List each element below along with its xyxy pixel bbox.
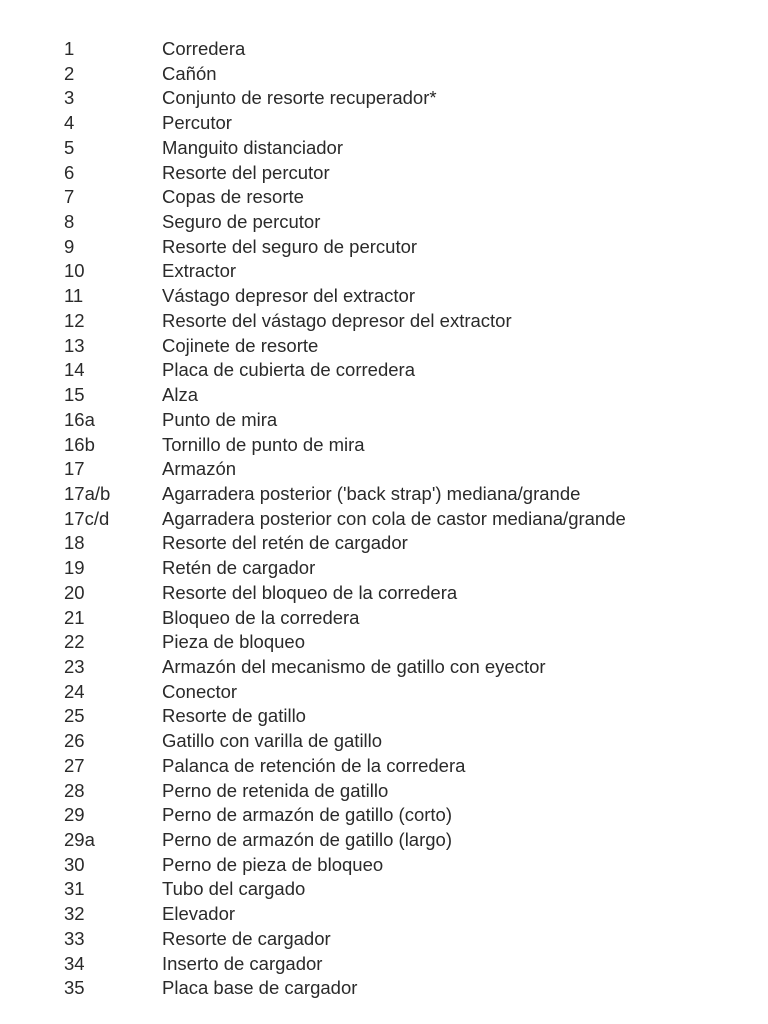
list-item bbox=[64, 408, 754, 433]
part-number: 32 bbox=[64, 903, 85, 925]
part-name: Resorte del retén de cargador bbox=[162, 532, 408, 554]
list-item bbox=[64, 309, 754, 334]
part-number: 23 bbox=[64, 655, 85, 677]
part-name: Gatillo con varilla de gatillo bbox=[162, 730, 383, 752]
list-item bbox=[64, 754, 754, 779]
part-number: 13 bbox=[64, 334, 85, 356]
list-item bbox=[64, 556, 754, 581]
part-number: 17 bbox=[64, 458, 85, 480]
part-number: 31 bbox=[64, 878, 85, 900]
list-item bbox=[64, 680, 754, 705]
part-number: 2 bbox=[64, 62, 75, 84]
part-name: Inserto de cargador bbox=[162, 952, 323, 974]
list-item bbox=[64, 111, 754, 136]
list-item bbox=[64, 62, 754, 87]
part-number: 18 bbox=[64, 532, 85, 554]
part-number: 17a/b bbox=[64, 482, 111, 504]
part-number: 25 bbox=[64, 705, 85, 727]
part-name: Extractor bbox=[162, 260, 237, 282]
list-item bbox=[64, 482, 754, 507]
part-number: 35 bbox=[64, 977, 85, 999]
part-number: 29 bbox=[64, 804, 85, 826]
list-item bbox=[64, 507, 754, 532]
part-number: 16a bbox=[64, 408, 95, 430]
part-name: Tornillo de punto de mira bbox=[162, 433, 365, 455]
part-name: Cañón bbox=[162, 62, 217, 84]
part-number: 29a bbox=[64, 829, 95, 850]
list-item bbox=[64, 210, 754, 235]
part-number: 26 bbox=[64, 730, 85, 752]
part-number: 15 bbox=[64, 384, 85, 406]
list-item bbox=[64, 655, 754, 680]
part-number: 33 bbox=[64, 927, 85, 949]
list-item bbox=[64, 606, 754, 631]
part-name: Perno de armazón de gatillo (largo) bbox=[162, 829, 452, 850]
part-name: Placa de cubierta de corredera bbox=[162, 359, 415, 381]
list-item bbox=[64, 136, 754, 161]
part-name: Percutor bbox=[162, 112, 232, 134]
part-name: Perno de retenida de gatillo bbox=[162, 779, 389, 801]
list-item bbox=[64, 259, 754, 284]
part-number: 21 bbox=[64, 606, 85, 628]
list-item bbox=[64, 581, 754, 606]
list-item bbox=[64, 284, 754, 309]
part-name: Alza bbox=[162, 384, 198, 406]
part-name: Pieza de bloqueo bbox=[162, 631, 305, 653]
part-number: 34 bbox=[64, 952, 85, 974]
part-number: 28 bbox=[64, 779, 85, 801]
list-item bbox=[64, 828, 754, 853]
part-number: 10 bbox=[64, 260, 85, 282]
part-name: Seguro de percutor bbox=[162, 211, 321, 233]
part-name: Resorte del seguro de percutor bbox=[162, 235, 418, 257]
list-item bbox=[64, 927, 754, 952]
part-number: 27 bbox=[64, 754, 85, 776]
part-name: Conector bbox=[162, 680, 238, 702]
part-name: Bloqueo de la corredera bbox=[162, 606, 360, 628]
part-number: 22 bbox=[64, 631, 85, 653]
list-item bbox=[64, 704, 754, 729]
part-name: Resorte del vástago depresor del extractor bbox=[162, 309, 512, 331]
part-number: 4 bbox=[64, 112, 75, 134]
part-number: 11 bbox=[64, 285, 84, 307]
part-name: Copas de resorte bbox=[162, 186, 304, 208]
list-item bbox=[64, 457, 754, 482]
list-item bbox=[64, 235, 754, 260]
list-item bbox=[64, 185, 754, 210]
part-number: 24 bbox=[64, 680, 85, 702]
list-item bbox=[64, 86, 754, 111]
part-number: 7 bbox=[64, 186, 75, 208]
part-name: Perno de pieza de bloqueo bbox=[162, 853, 384, 875]
parts-list bbox=[64, 37, 754, 1001]
part-name: Perno de armazón de gatillo (corto) bbox=[162, 804, 452, 826]
part-name: Resorte del bloqueo de la corredera bbox=[162, 581, 458, 603]
list-item bbox=[64, 853, 754, 878]
part-name: Resorte de cargador bbox=[162, 927, 331, 949]
list-item bbox=[64, 433, 754, 458]
part-number: 8 bbox=[64, 211, 75, 233]
part-name: Resorte de gatillo bbox=[162, 705, 306, 727]
list-item bbox=[64, 729, 754, 754]
part-name: Agarradera posterior ('back strap') mediana/grande bbox=[162, 482, 581, 504]
part-name: Punto de mira bbox=[162, 408, 278, 430]
list-item bbox=[64, 334, 754, 359]
part-number: 14 bbox=[64, 359, 85, 381]
list-item bbox=[64, 531, 754, 556]
part-name: Armazón bbox=[162, 458, 237, 480]
part-name: Agarradera posterior con cola de castor mediana/grande bbox=[162, 507, 626, 529]
list-item bbox=[64, 976, 754, 1001]
list-item bbox=[64, 803, 754, 828]
list-item bbox=[64, 779, 754, 804]
list-item bbox=[64, 902, 754, 927]
part-name: Armazón del mecanismo de gatillo con eyector bbox=[162, 655, 546, 677]
part-name: Palanca de retención de la corredera bbox=[162, 754, 466, 776]
part-number: 9 bbox=[64, 235, 75, 257]
part-number: 19 bbox=[64, 557, 85, 579]
part-name: Tubo del cargado bbox=[162, 878, 306, 900]
list-item bbox=[64, 358, 754, 383]
part-name: Placa base de cargador bbox=[162, 977, 358, 999]
part-name: Resorte del percutor bbox=[162, 161, 330, 183]
list-item bbox=[64, 952, 754, 977]
list-item bbox=[64, 383, 754, 408]
part-name: Vástago depresor del extractor bbox=[162, 285, 415, 307]
part-name: Corredera bbox=[162, 38, 246, 59]
part-number: 12 bbox=[64, 309, 85, 331]
part-name: Elevador bbox=[162, 903, 236, 925]
part-number: 17c/d bbox=[64, 507, 110, 529]
part-number: 30 bbox=[64, 853, 85, 875]
part-number: 3 bbox=[64, 87, 75, 109]
list-item bbox=[64, 877, 754, 902]
part-number: 6 bbox=[64, 161, 75, 183]
part-number: 1 bbox=[64, 38, 75, 59]
part-name: Conjunto de resorte recuperador* bbox=[162, 87, 437, 109]
part-name: Manguito distanciador bbox=[162, 136, 343, 158]
part-number: 20 bbox=[64, 581, 85, 603]
list-item bbox=[64, 161, 754, 186]
part-number: 16b bbox=[64, 433, 95, 455]
part-number: 5 bbox=[64, 136, 75, 158]
list-item bbox=[64, 630, 754, 655]
part-name: Retén de cargador bbox=[162, 557, 316, 579]
part-name: Cojinete de resorte bbox=[162, 334, 319, 356]
list-item bbox=[64, 37, 754, 62]
